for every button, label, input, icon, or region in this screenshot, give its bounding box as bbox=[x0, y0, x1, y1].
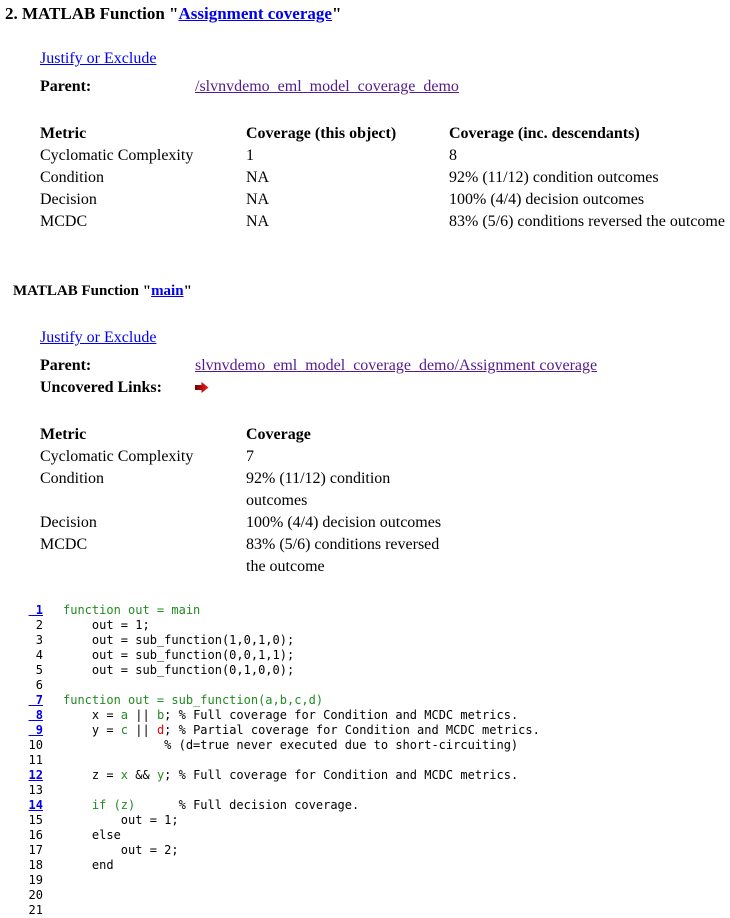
code-line-number: 18 bbox=[28, 858, 43, 872]
code-text: function out = main bbox=[63, 603, 201, 617]
page-title bbox=[5, 4, 730, 24]
metric-name: Cyclomatic Complexity bbox=[40, 448, 194, 465]
code-line-number-link[interactable]: 8 bbox=[28, 708, 43, 722]
code-line bbox=[0, 768, 730, 783]
code-line bbox=[0, 873, 730, 888]
column-header: Coverage (this object) bbox=[246, 125, 397, 142]
table-row bbox=[40, 167, 725, 189]
page-title-prefix: 2. MATLAB Function " bbox=[5, 4, 179, 23]
parent-link[interactable]: slvnvdemo_eml_model_coverage_demo/Assignment coverage bbox=[195, 357, 598, 374]
justify-or-exclude-link[interactable]: Justify or Exclude bbox=[40, 50, 157, 67]
code-text: out = sub_function(1,0,1,0); bbox=[63, 633, 295, 647]
code-line bbox=[0, 618, 730, 633]
table-row bbox=[40, 211, 725, 233]
parent-label: Parent: bbox=[40, 78, 92, 95]
code-line bbox=[0, 858, 730, 873]
column-header: Coverage (inc. descendants) bbox=[449, 125, 640, 142]
code-line-number: 15 bbox=[28, 813, 43, 827]
code-text: x = a || b; % Full coverage for Condition and MCDC metrics. bbox=[63, 708, 519, 722]
code-line-number: 11 bbox=[28, 753, 43, 767]
code-text: out = sub_function(0,1,0,0); bbox=[63, 663, 295, 677]
code-text: end bbox=[63, 858, 114, 872]
uncovered-links-label: Uncovered Links: bbox=[40, 379, 162, 396]
code-line bbox=[0, 798, 730, 813]
metric-name: Condition bbox=[40, 470, 105, 487]
metric-value: 83% (5/6) conditions reversed the outcome bbox=[449, 213, 725, 230]
code-text: function out = sub_function(a,b,c,d) bbox=[63, 693, 324, 707]
section-assignment-coverage bbox=[40, 51, 730, 233]
code-line-number: 20 bbox=[28, 888, 43, 902]
parent-label: Parent: bbox=[40, 357, 92, 374]
parent-info bbox=[40, 355, 597, 399]
metric-name: MCDC bbox=[40, 536, 88, 553]
code-line-number: 19 bbox=[28, 873, 43, 887]
code-text: out = 1; bbox=[63, 813, 179, 827]
code-text: z = x && y; % Full coverage for Condition and MCDC metrics. bbox=[63, 768, 519, 782]
code-line-number-link[interactable]: 14 bbox=[28, 798, 43, 812]
code-line-number: 3 bbox=[28, 633, 43, 647]
coverage-report-page bbox=[0, 4, 730, 918]
code-line bbox=[0, 603, 730, 618]
code-text: out = 2; bbox=[63, 843, 179, 857]
metric-value: NA bbox=[246, 191, 270, 208]
code-line-number: 2 bbox=[28, 618, 43, 632]
code-line bbox=[0, 813, 730, 828]
metric-name: Decision bbox=[40, 191, 97, 208]
justify-or-exclude-link[interactable]: Justify or Exclude bbox=[40, 329, 157, 346]
code-line-number: 4 bbox=[28, 648, 43, 662]
code-line-number: 16 bbox=[28, 828, 43, 842]
parent-link[interactable]: /slvnvdemo_eml_model_coverage_demo bbox=[195, 78, 459, 95]
code-line bbox=[0, 783, 730, 798]
code-line-number-link[interactable]: 7 bbox=[28, 693, 43, 707]
code-line bbox=[0, 723, 730, 738]
table-row bbox=[40, 468, 449, 512]
code-line-number-link[interactable]: 9 bbox=[28, 723, 43, 737]
page-title-suffix: " bbox=[331, 4, 342, 23]
code-text: % (d=true never executed due to short-circuiting) bbox=[63, 738, 519, 752]
column-header: Metric bbox=[40, 125, 87, 142]
metric-value: 83% (5/6) conditions reversed the outcome bbox=[246, 536, 440, 575]
code-line bbox=[0, 648, 730, 663]
section-main-function bbox=[40, 330, 730, 578]
code-line-number: 13 bbox=[28, 783, 43, 797]
table-row bbox=[40, 189, 725, 211]
metrics-table-assignment-coverage bbox=[40, 123, 725, 233]
table-row bbox=[40, 512, 449, 534]
code-line bbox=[0, 738, 730, 753]
code-text: y = c || d; % Partial coverage for Condition and MCDC metrics. bbox=[63, 723, 540, 737]
metric-name: Decision bbox=[40, 514, 97, 531]
red-right-arrow-icon bbox=[195, 381, 209, 394]
code-listing bbox=[0, 603, 730, 918]
metric-value: NA bbox=[246, 213, 270, 230]
code-line bbox=[0, 633, 730, 648]
metric-value: 8 bbox=[449, 147, 457, 164]
code-text: out = sub_function(0,0,1,1); bbox=[63, 648, 295, 662]
code-line-number-link[interactable]: 12 bbox=[28, 768, 43, 782]
code-line-number: 5 bbox=[28, 663, 43, 677]
subsection-title-suffix: " bbox=[183, 283, 192, 299]
code-line bbox=[0, 903, 730, 918]
column-header: Coverage bbox=[246, 426, 311, 443]
table-row bbox=[40, 145, 725, 167]
metric-value: 92% (11/12) condition outcomes bbox=[246, 470, 391, 509]
code-text: else bbox=[63, 828, 121, 842]
code-line bbox=[0, 843, 730, 858]
code-line bbox=[0, 753, 730, 768]
code-line-number: 10 bbox=[28, 738, 43, 752]
metric-value: 1 bbox=[246, 147, 254, 164]
metric-value: NA bbox=[246, 169, 270, 186]
code-line bbox=[0, 693, 730, 708]
code-line bbox=[0, 708, 730, 723]
subsection-title-prefix: MATLAB Function " bbox=[13, 283, 152, 299]
main-function-link[interactable]: main bbox=[151, 283, 184, 299]
uncovered-link-arrow[interactable] bbox=[195, 379, 209, 396]
code-line-number-link[interactable]: 1 bbox=[28, 603, 43, 617]
code-line bbox=[0, 663, 730, 678]
table-row bbox=[40, 534, 449, 578]
code-line-number: 6 bbox=[28, 678, 43, 692]
assignment-coverage-link[interactable]: Assignment coverage bbox=[178, 4, 332, 23]
metric-name: MCDC bbox=[40, 213, 88, 230]
code-line bbox=[0, 678, 730, 693]
code-line bbox=[0, 888, 730, 903]
metric-value: 7 bbox=[246, 448, 254, 465]
table-header-row bbox=[40, 424, 449, 446]
table-header-row bbox=[40, 123, 725, 145]
subsection-title bbox=[13, 282, 730, 300]
code-text: out = 1; bbox=[63, 618, 150, 632]
metric-value: 100% (4/4) decision outcomes bbox=[246, 514, 442, 531]
code-line-number: 21 bbox=[28, 903, 43, 917]
metric-name: Cyclomatic Complexity bbox=[40, 147, 194, 164]
code-line-number: 17 bbox=[28, 843, 43, 857]
metric-value: 100% (4/4) decision outcomes bbox=[449, 191, 645, 208]
code-text: if (z) % Full decision coverage. bbox=[91, 798, 360, 812]
metrics-table-main bbox=[40, 424, 449, 578]
metric-name: Condition bbox=[40, 169, 105, 186]
parent-info bbox=[40, 76, 459, 98]
metric-value: 92% (11/12) condition outcomes bbox=[449, 169, 659, 186]
table-row bbox=[40, 446, 449, 468]
column-header: Metric bbox=[40, 426, 87, 443]
